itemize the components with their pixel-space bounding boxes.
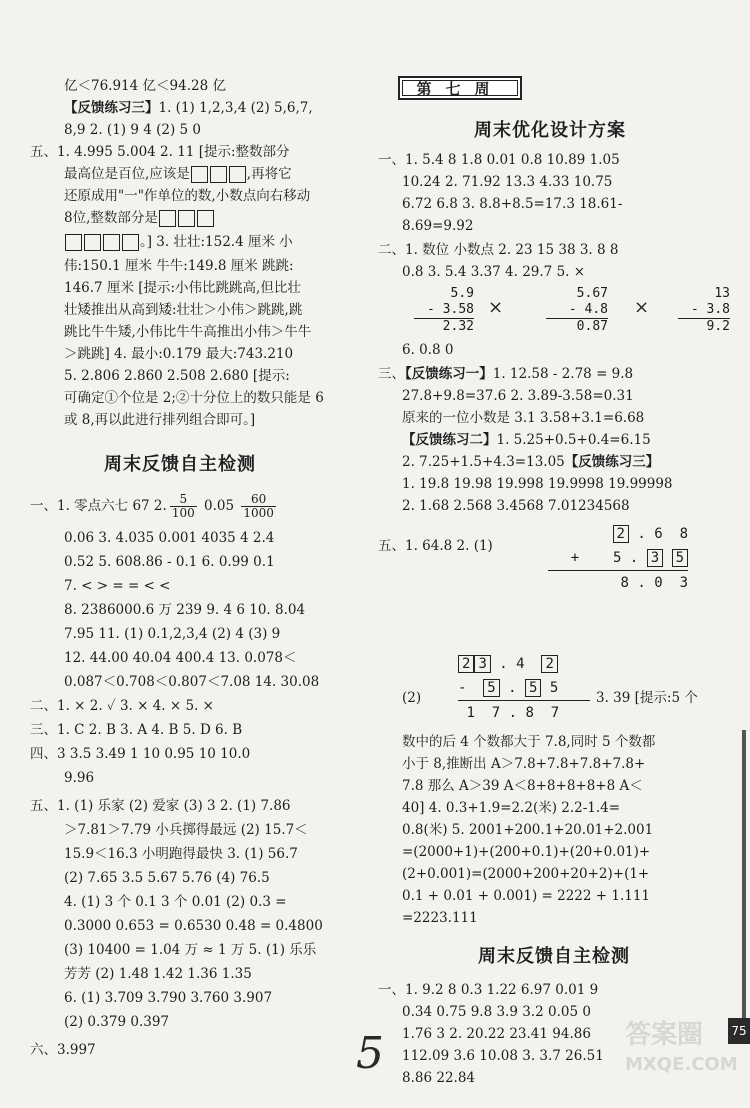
answer-line: 7.8 那么 A＞39 A＜8+8+8+8+8 A＜ [402, 778, 643, 794]
answer-line: 27.8+9.8=37.6 2. 3.89-3.58=0.31 [402, 388, 634, 404]
blank-box [197, 210, 214, 227]
vertical-subtraction: 2 3 . 4 2 - 5 . 5 5 1 7 . 8 7 [458, 652, 590, 725]
answer-line: 5. 2.806 2.860 2.508 2.680 [提示: [64, 368, 290, 384]
answer-line: 0.52 5. 608.86 - 0.1 6. 0.99 0.1 [64, 554, 275, 570]
answer-line: 最高位是百位,应该是 ,再将它 [64, 166, 292, 182]
answer-line: 146.7 厘米 [提示:小伟比跳跳高,但比壮 [64, 280, 301, 296]
answer-line: 【反馈练习三】1. (1) 1,2,3,4 (2) 5,6,7, [64, 100, 313, 116]
blank-box [122, 234, 139, 251]
answer-line: 0.087＜0.708＜0.807＜7.08 14. 30.08 [64, 674, 320, 690]
answer-line: 0.8(米) 5. 2001+200.1+20.01+2.001 [402, 822, 654, 838]
page-number: 75 [728, 1018, 750, 1044]
answer-line: (2+0.001)=(2000+200+20+2)+(1+ [402, 866, 650, 882]
blank-box [84, 234, 101, 251]
fraction: $\frac{60}{1000}$ [243, 492, 274, 520]
vertical-subtraction: 5.67 - 4.8 0.87 [546, 286, 608, 335]
answer-line: 7.95 11. (1) 0.1,2,3,4 (2) 4 (3) 9 [64, 626, 281, 642]
answer-line: 一、1. 零点六七 67 2. $\frac{5}{100}$ 0.05 $\frac{60}{1000}$ [30, 492, 274, 520]
answer-line: 或 8,再以此进行排列组合即可。] [64, 412, 256, 428]
section-title: 周末优化设计方案 [474, 120, 626, 141]
answer-line: 三、1. C 2. B 3. A 4. B 5. D 6. B [30, 722, 243, 738]
answer-line: 1. 19.8 19.98 19.998 19.9998 19.99998 [402, 476, 673, 492]
blank-box [65, 234, 82, 251]
answer-line: 2. 7.25+1.5+4.3=13.05【反馈练习三】 [402, 454, 660, 470]
answer-line: 6.72 6.8 3. 8.8+8.5=17.3 18.61- [402, 196, 623, 212]
answer-line: 一、1. 5.4 8 1.8 0.01 0.8 10.89 1.05 [378, 152, 620, 168]
answer-line: 二、1. × 2. ✓ 3. × 4. × 5. × [30, 698, 214, 714]
answer-line: 40] 4. 0.3+1.9=2.2(米) 2.2-1.4= [402, 800, 621, 816]
blank-box [103, 234, 120, 251]
answer-line: 原来的一位小数是 3.1 3.58+3.1=6.68 [402, 410, 645, 426]
answer-line: 8位,整数部分是 [64, 208, 215, 228]
fraction: $\frac{5}{100}$ [171, 492, 195, 520]
answer-line: 四、3 3.5 3.49 1 10 0.95 10 10.0 [30, 746, 251, 762]
answer-line: 8.86 22.84 [402, 1070, 475, 1086]
section-title: 周末反馈自主检测 [104, 454, 256, 475]
answer-line: 8. 2386000.6 万 239 9. 4 6 10. 8.04 [64, 602, 306, 618]
section-title: 周末反馈自主检测 [478, 946, 630, 967]
answer-line: 五、1. (1) 乐家 (2) 爱家 (3) 3 2. (1) 7.86 [30, 798, 291, 814]
answer-line: 0.34 0.75 9.8 3.9 3.2 0.05 0 [402, 1004, 591, 1020]
practice-tag: 【反馈练习二】 [402, 432, 497, 448]
handwritten-number: 5 [356, 1028, 384, 1079]
answer-line: 小于 8,推断出 A＞7.8+7.8+7.8+7.8+ [402, 756, 646, 772]
blank-box [210, 166, 227, 183]
answer-line: 0.1 + 0.01 + 0.001) = 2222 + 1.111 [402, 888, 651, 904]
answer-line: ＞跳跳] 4. 最小:0.179 最大:743.210 [64, 346, 294, 362]
answer-line: 芳芳 (2) 1.48 1.42 1.36 1.35 [64, 966, 252, 982]
wrong-mark: × [488, 297, 504, 318]
answer-line: 三、【反馈练习一】1. 12.58 - 2.78 = 9.8 [378, 366, 634, 382]
answer-line: 8.69=9.92 [402, 218, 474, 234]
practice-tag: 【反馈练习三】 [64, 100, 159, 116]
answer-line: 8,9 2. (1) 9 4 (2) 5 0 [64, 122, 201, 138]
answer-line: (2) [402, 690, 422, 706]
answer-line: 还原成用"一"作单位的数,小数点向右移动 [64, 188, 311, 204]
answer-line: 一、1. 9.2 8 0.3 1.22 6.97 0.01 9 [378, 982, 599, 998]
practice-tag: 【反馈练习一】 [405, 366, 493, 382]
answer-line: 9.96 [64, 770, 95, 786]
answer-line: 壮矮推出从高到矮:壮壮＞小伟＞跳跳,跳 [64, 302, 303, 318]
answer-line: 15.9＜16.3 小明跑得最快 3. (1) 56.7 [64, 846, 298, 862]
answer-line: 2. 1.68 2.568 3.4568 7.01234568 [402, 498, 630, 514]
answer-line: 【反馈练习二】1. 5.25+0.5+0.4=6.15 [402, 432, 651, 448]
answer-line: =2223.111 [402, 910, 478, 926]
answer-line: 7. < > = = < < [64, 578, 171, 594]
answer-line: 1.76 3 2. 20.22 23.41 94.86 [402, 1026, 591, 1042]
answer-line: 112.09 3.6 10.08 3. 3.7 26.51 [402, 1048, 604, 1064]
answer-line: 五、1. 4.995 5.004 2. 11 [提示:整数部分 [30, 144, 290, 160]
answer-line: (3) 10400 = 1.04 万 ≈ 1 万 5. (1) 乐乐 [64, 942, 317, 958]
answer-line: 数中的后 4 个数都大于 7.8,同时 5 个数都 [402, 734, 656, 750]
answer-line: 3. 39 [提示:5 个 [596, 690, 698, 706]
answer-line: 6. 0.8 0 [402, 342, 454, 358]
answer-line: 6. (1) 3.709 3.790 3.760 3.907 [64, 990, 273, 1006]
answer-line: 伟:150.1 厘米 牛牛:149.8 厘米 跳跳: [64, 258, 294, 274]
answer-line: 可确定①个位是 2;②十分位上的数只能是 6 [64, 390, 324, 406]
blank-box [191, 166, 208, 183]
answer-line: (2) 0.379 0.397 [64, 1014, 170, 1030]
blank-box [159, 210, 176, 227]
vertical-addition: 2 . 6 8 + 5 . 3 5 8 . 0 3 [548, 522, 688, 595]
answer-line: 4. (1) 3 个 0.1 3 个 0.01 (2) 0.3 = [64, 894, 287, 910]
answer-line: 12. 44.00 40.04 400.4 13. 0.078＜ [64, 650, 297, 666]
answer-line: 跳比牛牛矮,小伟比牛牛高推出小伟＞牛牛 [64, 324, 312, 340]
page-edge-shadow [742, 730, 746, 1030]
answer-line: ＞7.81＞7.79 小兵掷得最远 (2) 15.7＜ [64, 822, 308, 838]
vertical-subtraction: 5.9 - 3.58 2.32 [414, 286, 474, 335]
answer-line: 亿＜76.914 亿＜94.28 亿 [64, 78, 226, 94]
answer-line: 0.8 3. 5.4 3.37 4. 29.7 5. × [402, 264, 586, 280]
answer-line: 0.06 3. 4.035 0.001 4035 4 2.4 [64, 530, 275, 546]
answer-line: 二、1. 数位 小数点 2. 23 15 38 3. 8 8 [378, 242, 619, 258]
practice-tag: 【反馈练习三】 [564, 454, 660, 470]
answer-line: 五、1. 64.8 2. (1) [378, 538, 493, 554]
vertical-subtraction: 13 - 3.8 9.2 [678, 286, 730, 335]
answer-line: 10.24 2. 71.92 13.3 4.33 10.75 [402, 174, 613, 190]
blank-box [178, 210, 195, 227]
answer-line: (2) 7.65 3.5 5.67 5.76 (4) 76.5 [64, 870, 270, 886]
blank-box [229, 166, 246, 183]
answer-line: 。] 3. 壮壮:152.4 厘米 小 [64, 232, 293, 252]
answer-line: 六、3.997 [30, 1042, 96, 1058]
wrong-mark: × [634, 297, 650, 318]
watermark: 答案圈 MXQE.COM [625, 1020, 738, 1075]
answer-line: 0.3000 0.653 = 0.6530 0.48 = 0.4800 [64, 918, 323, 934]
answer-line: =(2000+1)+(200+0.1)+(20+0.01)+ [402, 844, 651, 860]
week-badge: 第七周 [398, 76, 522, 100]
